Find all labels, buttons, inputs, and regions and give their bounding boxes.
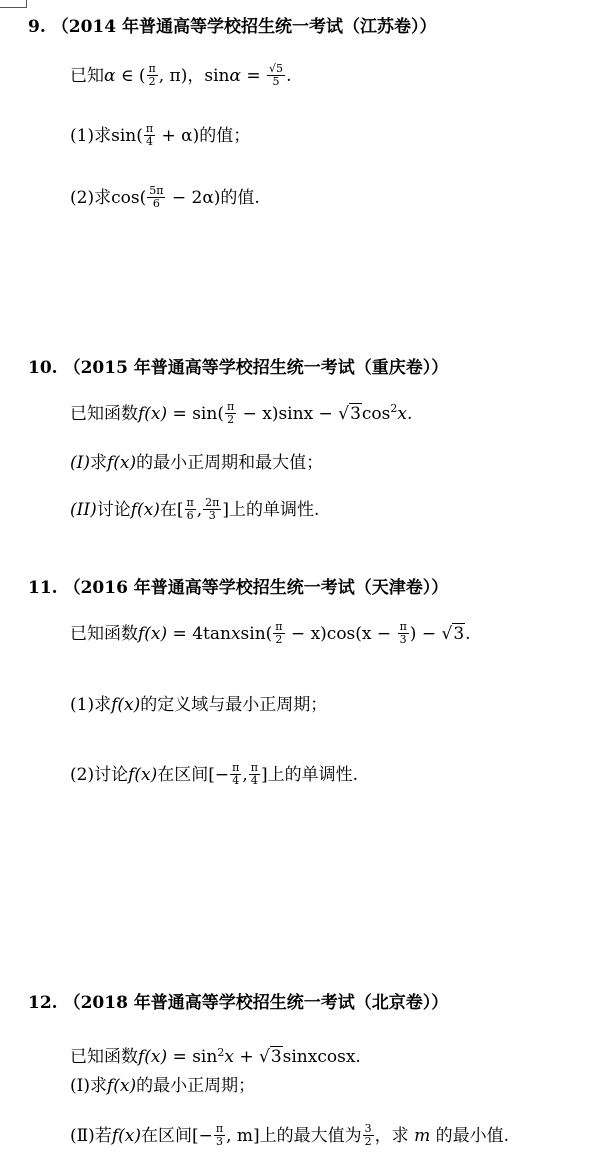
question-text: ]上的单调性. — [261, 765, 359, 785]
frac-den: 4 — [250, 774, 258, 787]
frac-num: 3 — [364, 1122, 372, 1135]
frac-num: π — [215, 1122, 224, 1135]
question-label: (1)求 — [70, 695, 112, 715]
frac-den: 4 — [145, 135, 153, 148]
sqrt: √3 — [441, 624, 465, 644]
question-text: 的最小值. — [430, 1126, 510, 1146]
fraction — [363, 1123, 374, 1148]
radicand: 3 — [350, 404, 361, 424]
frac-num: π — [148, 62, 156, 75]
function-fx: f(x) — [130, 500, 160, 520]
fraction — [249, 762, 260, 787]
var-x: x — [230, 624, 241, 644]
fraction — [185, 497, 196, 522]
func: cos( — [111, 188, 147, 208]
exponent: 2 — [217, 1046, 225, 1059]
problem-heading — [28, 577, 448, 599]
frac-den: 2 — [364, 1135, 372, 1148]
sqrt: √3 — [338, 404, 361, 424]
frac-den: 6 — [186, 509, 194, 522]
function-fx: f(x) — [138, 404, 168, 424]
given-prefix: 已知函数 — [70, 1047, 138, 1067]
problem-given — [70, 1046, 361, 1068]
question-2 — [70, 498, 319, 523]
question-text: 在[ — [159, 500, 184, 520]
given-rest: sinxcosx. — [282, 1047, 361, 1067]
problem-source: （2018 年普通高等学校招生统一考试（北京卷）） — [63, 993, 449, 1013]
problem-heading — [28, 16, 436, 38]
question-label: (1)求 — [70, 126, 112, 146]
question-rest: − 2α)的值. — [166, 188, 260, 208]
var-alpha: α — [229, 66, 241, 86]
question-text: ]上的单调性. — [222, 500, 320, 520]
frac-num: π — [275, 620, 283, 633]
given-eq: = sin( — [167, 404, 224, 424]
question-rest: + α)的值； — [156, 126, 251, 146]
frac-den: 4 — [232, 774, 240, 787]
sqrt: √3 — [258, 1047, 282, 1067]
frac-den: 6 — [152, 197, 160, 210]
function-fx: f(x) — [128, 765, 158, 785]
given-cos: cos — [361, 404, 391, 424]
given-end: x. — [397, 404, 413, 424]
given-interval: , π)， — [158, 66, 205, 86]
question-text: 的最小正周期； — [136, 1076, 256, 1096]
fraction — [214, 1123, 225, 1148]
problem-heading — [28, 992, 448, 1014]
frac-num: 5π — [149, 184, 164, 197]
problem-number: 9. — [28, 17, 46, 37]
given-end: . — [286, 66, 292, 86]
frac-num: 2π — [205, 496, 220, 509]
given-eq: = sin — [167, 1047, 218, 1067]
frac-num: √5 — [269, 62, 284, 75]
question-1 — [70, 1075, 255, 1097]
fraction — [225, 401, 236, 426]
function-fx: f(x) — [138, 624, 168, 644]
problem-heading — [28, 357, 448, 379]
page-corner-mark — [0, 0, 27, 8]
question-2 — [70, 1124, 509, 1149]
function-fx: f(x) — [111, 1126, 141, 1146]
frac-den: 3 — [215, 1135, 223, 1148]
fraction — [230, 762, 241, 787]
given-end: . — [465, 624, 471, 644]
frac-num: π — [250, 761, 259, 774]
function-fx: f(x) — [106, 1076, 137, 1096]
comma: , — [242, 765, 248, 785]
question-text: 的定义域与最小正周期； — [140, 695, 328, 715]
given-rest: − x)sinx − — [237, 404, 339, 424]
fraction — [398, 621, 409, 646]
frac-den: 2 — [148, 75, 156, 88]
radicand: 3 — [270, 1047, 282, 1067]
frac-den: 3 — [208, 509, 216, 522]
frac-num: π — [186, 496, 194, 509]
question-label: (2)求 — [70, 188, 112, 208]
question-1 — [70, 452, 323, 474]
problem-source: （2016 年普通高等学校招生统一考试（天津卷）） — [63, 578, 449, 598]
question-label: (Ⅱ)若 — [70, 1126, 112, 1146]
question-text: 在区间[− — [140, 1126, 213, 1146]
fraction — [144, 123, 155, 148]
function-fx: f(x) — [138, 1047, 168, 1067]
radicand: 3 — [453, 624, 465, 644]
problem-source: （2015 年普通高等学校招生统一考试（重庆卷）） — [63, 358, 449, 378]
given-eq: = — [240, 66, 267, 86]
question-text: , m]上的最大值为 — [226, 1126, 362, 1146]
var-x: x + — [224, 1047, 259, 1067]
question-2 — [70, 186, 260, 211]
fraction — [203, 497, 221, 522]
question-text: 求 — [89, 453, 107, 473]
question-label: (2)讨论 — [70, 765, 129, 785]
question-text: 的最小正周期和最大值； — [136, 453, 324, 473]
exponent: 2 — [390, 402, 398, 415]
question-label: (I) — [70, 453, 90, 473]
problem-number: 12. — [28, 993, 58, 1013]
frac-num: π — [226, 400, 235, 413]
question-text: 讨论 — [96, 500, 131, 520]
given-sin: sin — [204, 66, 230, 86]
given-prefix: 已知函数 — [70, 624, 138, 644]
given-prefix: 已知 — [70, 66, 104, 86]
given-prefix: 已知函数 — [70, 404, 138, 424]
fraction — [147, 63, 158, 88]
fraction — [147, 185, 165, 210]
fraction — [273, 621, 284, 646]
comma: , — [196, 500, 203, 520]
frac-den: 2 — [275, 633, 283, 646]
func: sin( — [111, 126, 143, 146]
given-in: ∈ ( — [115, 66, 146, 86]
problem-source: （2014 年普通高等学校招生统一考试（江苏卷）） — [51, 17, 437, 37]
frac-den: 3 — [399, 633, 407, 646]
frac-num: π — [232, 761, 240, 774]
question-1 — [70, 124, 250, 149]
problem-given — [70, 622, 471, 647]
question-2 — [70, 763, 358, 788]
frac-num: π — [399, 620, 407, 633]
question-1 — [70, 694, 327, 716]
var-m: m — [414, 1126, 431, 1146]
given-mid: − x)cos(x − — [285, 624, 397, 644]
function-fx: f(x) — [106, 453, 137, 473]
given-rest: ) − — [409, 624, 442, 644]
question-text: 在区间[− — [157, 765, 230, 785]
fraction — [267, 63, 285, 88]
problem-number: 11. — [28, 578, 58, 598]
frac-den: 5 — [272, 75, 280, 88]
given-sin: sin( — [240, 624, 273, 644]
problem-number: 10. — [28, 358, 58, 378]
problem-given — [70, 402, 412, 427]
question-label: (Ⅰ)求 — [70, 1076, 107, 1096]
frac-den: 2 — [227, 413, 235, 426]
question-label: (II) — [70, 500, 97, 520]
problem-given — [70, 64, 291, 89]
function-fx: f(x) — [111, 695, 141, 715]
frac-num: π — [145, 122, 154, 135]
question-text: ，求 — [374, 1126, 415, 1146]
var-alpha: α — [104, 66, 116, 86]
given-eq: = 4tan — [167, 624, 231, 644]
